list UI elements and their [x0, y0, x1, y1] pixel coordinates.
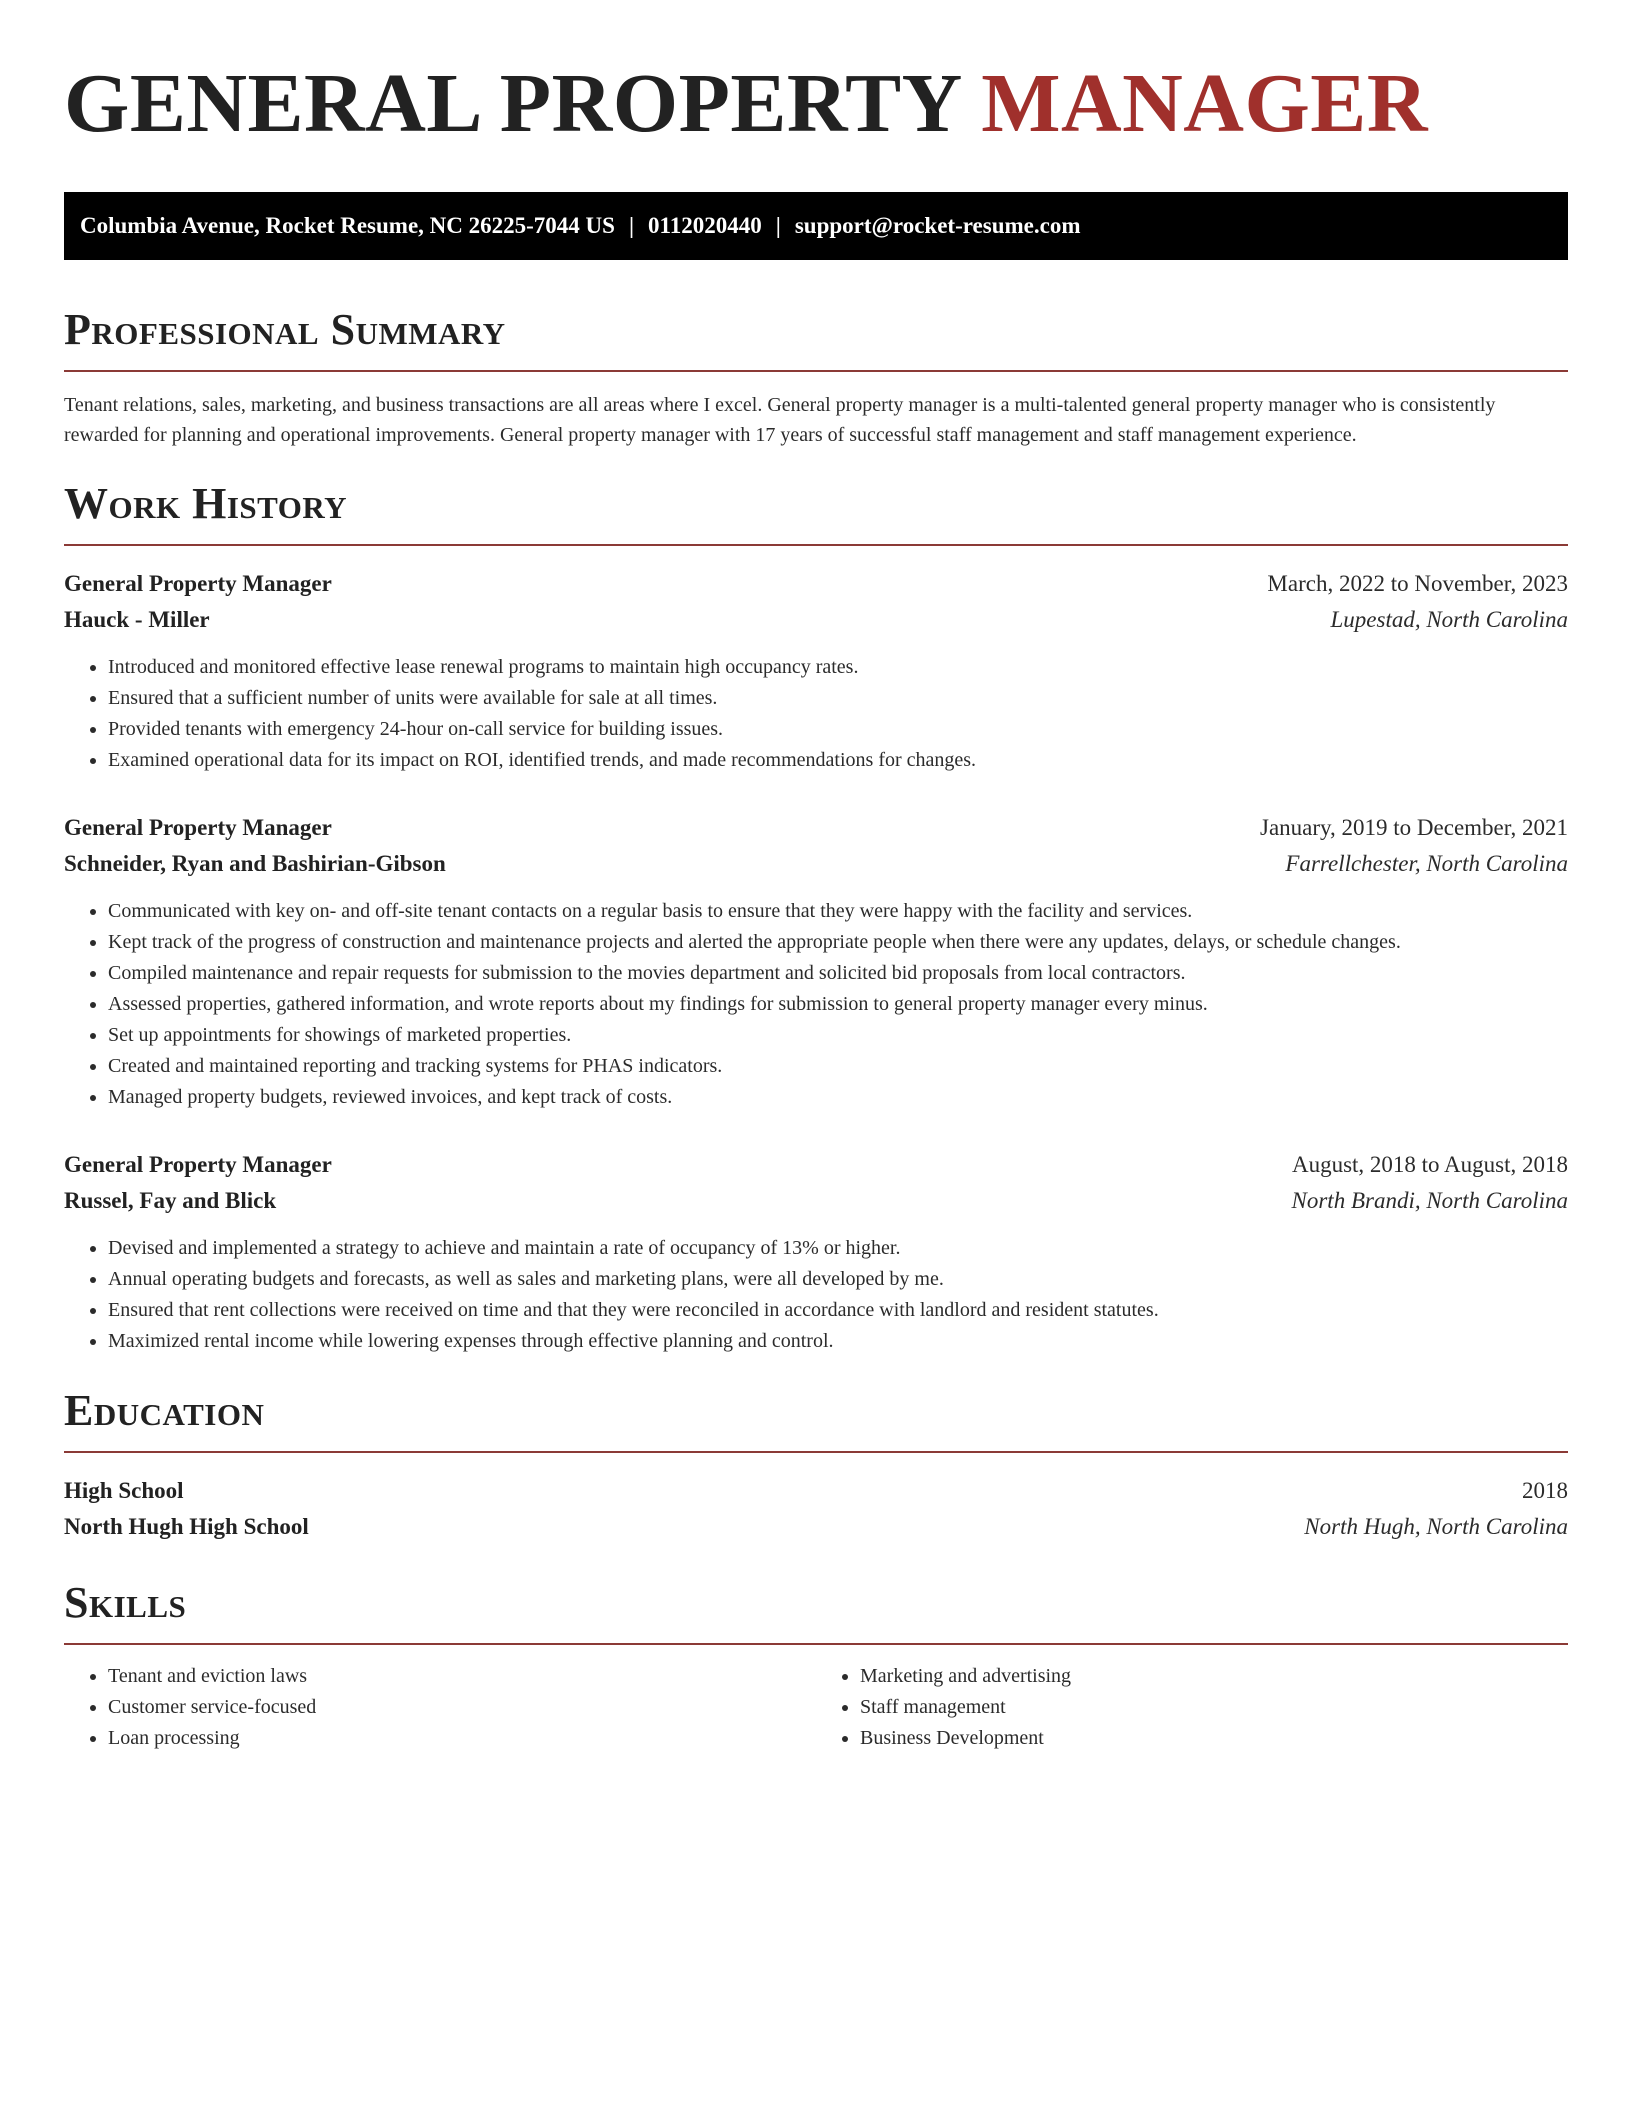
job-entry [64, 810, 1568, 1113]
section-divider [64, 544, 1568, 546]
skill-item: • Tenant and eviction laws [108, 1661, 816, 1692]
job-bullet: • Devised and implemented a strategy to achieve and maintain a rate of occupancy of 13% or higher. [108, 1233, 1568, 1264]
work-history-title: Work History [64, 479, 348, 528]
job-location: Farrellchester, North Carolina [1285, 851, 1568, 876]
skill-item: • Loan processing [108, 1723, 816, 1754]
job-bullet: • Created and maintained reporting and tracking systems for PHAS indicators. [108, 1051, 1568, 1082]
education-school-row [64, 1509, 1568, 1545]
job-role: General Property Manager [64, 571, 332, 596]
contact-separator: | [775, 213, 781, 238]
contact-phone: 0112020440 [648, 213, 762, 238]
job-company-row [64, 846, 1568, 882]
job-header-row [64, 810, 1568, 846]
education-entry [64, 1473, 1568, 1545]
job-dates: March, 2022 to November, 2023 [1267, 571, 1568, 596]
job-role: General Property Manager [64, 815, 332, 840]
skills-column-1 [64, 1661, 816, 1754]
job-company: Hauck - Miller [64, 607, 210, 632]
job-header-row [64, 1147, 1568, 1183]
job-bullet: • Examined operational data for its impact on ROI, identified trends, and made recommendations for changes. [108, 745, 1568, 776]
skill-item: • Business Development [860, 1723, 1568, 1754]
skill-item: • Marketing and advertising [860, 1661, 1568, 1692]
job-bullet: • Managed property budgets, reviewed invoices, and kept track of costs. [108, 1082, 1568, 1113]
education-title: Education [64, 1386, 265, 1435]
job-location: Lupestad, North Carolina [1330, 607, 1568, 632]
job-role: General Property Manager [64, 1152, 332, 1177]
job-bullet: • Provided tenants with emergency 24-hour on-call service for building issues. [108, 714, 1568, 745]
contact-bar [64, 192, 1568, 260]
skills-section [64, 1577, 1568, 1754]
skill-item: • Customer service-focused [108, 1692, 816, 1723]
skills-grid [64, 1661, 1568, 1754]
education-location: North Hugh, North Carolina [1304, 1514, 1568, 1539]
job-bullet: • Set up appointments for showings of marketed properties. [108, 1020, 1568, 1051]
job-bullets [64, 1233, 1568, 1357]
job-bullet: • Ensured that a sufficient number of units were available for sale at all times. [108, 683, 1568, 714]
job-bullet: • Compiled maintenance and repair requests for submission to the movies department and solicited bid proposals from local contractors. [108, 958, 1568, 989]
job-company: Russel, Fay and Blick [64, 1188, 277, 1213]
job-bullet: • Maximized rental income while lowering expenses through effective planning and control. [108, 1326, 1568, 1357]
job-dates: August, 2018 to August, 2018 [1291, 1152, 1568, 1177]
education-degree: High School [64, 1478, 184, 1503]
summary-section [64, 304, 1568, 450]
section-divider [64, 1451, 1568, 1453]
education-school: North Hugh High School [64, 1514, 309, 1539]
education-section [64, 1385, 1568, 1545]
skills-title: Skills [64, 1578, 187, 1627]
contact-email: support@rocket-resume.com [794, 213, 1081, 238]
work-history-section [64, 478, 1568, 1357]
job-bullets [64, 896, 1568, 1113]
education-year: 2018 [1522, 1478, 1568, 1503]
resume-name [64, 58, 1568, 150]
job-location: North Brandi, North Carolina [1291, 1188, 1568, 1213]
name-accent: MANAGER [981, 57, 1428, 150]
skills-column-2 [816, 1661, 1568, 1754]
job-bullet: • Annual operating budgets and forecasts, as well as sales and marketing plans, were all developed by me. [108, 1264, 1568, 1295]
summary-title: Professional Summary [64, 305, 506, 354]
job-bullet: • Ensured that rent collections were received on time and that they were reconciled in accordance with landlord and resident statutes. [108, 1295, 1568, 1326]
section-divider [64, 370, 1568, 372]
job-bullets [64, 652, 1568, 776]
job-bullet: • Introduced and monitored effective lease renewal programs to maintain high occupancy rates. [108, 652, 1568, 683]
job-entry [64, 1147, 1568, 1357]
contact-address: Columbia Avenue, Rocket Resume, NC 26225-7044 US [80, 213, 615, 238]
job-dates: January, 2019 to December, 2021 [1260, 815, 1568, 840]
contact-separator: | [628, 213, 635, 238]
job-company: Schneider, Ryan and Bashirian-Gibson [64, 851, 446, 876]
education-degree-row [64, 1473, 1568, 1509]
summary-text: Tenant relations, sales, marketing, and business transactions are all areas where I excel. General property manager is a multi-talented general property manager who is consistently rewarded for planning and operational improvements. General property manager with 17 years of successful staff management and staff management experience. [64, 394, 1496, 446]
section-divider [64, 1643, 1568, 1645]
job-company-row [64, 1183, 1568, 1219]
job-bullet: • Assessed properties, gathered information, and wrote reports about my findings for submission to general property manager every minus. [108, 989, 1568, 1020]
job-entry [64, 566, 1568, 776]
job-bullet: • Communicated with key on- and off-site tenant contacts on a regular basis to ensure that they were happy with the facility and services. [108, 896, 1568, 927]
name-primary: GENERAL PROPERTY [64, 57, 982, 150]
job-bullet: • Kept track of the progress of construction and maintenance projects and alerted the appropriate people when there were any updates, delays, or schedule changes. [108, 927, 1568, 958]
job-company-row [64, 602, 1568, 638]
job-header-row [64, 566, 1568, 602]
skill-item: • Staff management [860, 1692, 1568, 1723]
